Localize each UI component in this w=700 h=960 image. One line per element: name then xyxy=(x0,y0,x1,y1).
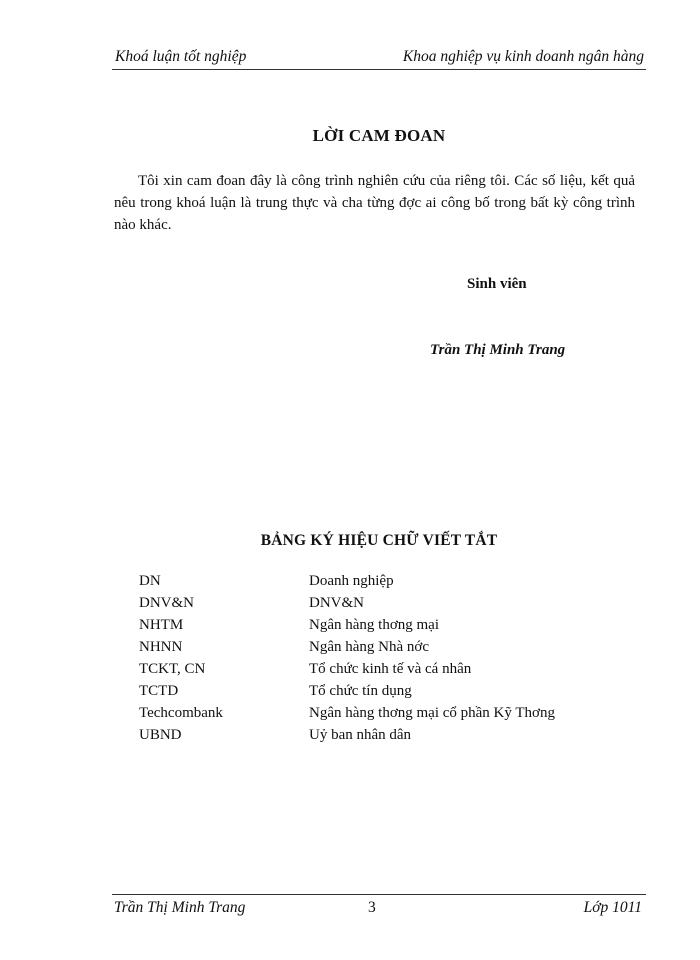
header-faculty-label: Khoa nghiệp vụ kinh doanh ngân hàng xyxy=(402,48,644,65)
abbreviation-meaning: Ngân hàng thơng mại xyxy=(309,617,439,633)
abbreviation-meaning: Tổ chức tín dụng xyxy=(309,683,412,699)
abbreviation-code: NHNN xyxy=(139,639,183,655)
abbreviation-row xyxy=(139,680,639,702)
header-thesis-label: Khoá luận tốt nghiệp xyxy=(115,48,247,65)
abbreviation-row xyxy=(139,636,639,658)
abbreviation-row xyxy=(139,702,639,724)
abbreviations-title: BẢNG KÝ HIỆU CHỮ VIẾT TẮT xyxy=(260,532,498,549)
abbreviation-code: Techcombank xyxy=(139,705,223,721)
abbreviation-row xyxy=(139,570,639,592)
abbreviation-code: DNV&N xyxy=(139,595,194,611)
abbreviation-row xyxy=(139,724,639,746)
footer-author: Trần Thị Minh Trang xyxy=(114,899,246,916)
declaration-body-text: Tôi xin cam đoan đây là công trình nghiên cứu của riêng tôi. Các số liệu, kết quả nêu trong khoá luận là trung thực và cha từng đợc ai công bố trong bất kỳ công trình nào khác. xyxy=(114,173,635,233)
abbreviation-row xyxy=(139,614,639,636)
page-number: 3 xyxy=(368,899,376,916)
abbreviation-code: DN xyxy=(139,573,161,589)
abbreviation-code: TCKT, CN xyxy=(139,661,206,677)
abbreviation-meaning: Doanh nghiệp xyxy=(309,573,394,589)
abbreviation-meaning: Ngân hàng Nhà nớc xyxy=(309,639,429,655)
declaration-title: LỜI CAM ĐOAN xyxy=(312,126,446,145)
signer-role: Sinh viên xyxy=(467,276,527,292)
abbreviation-meaning: Ngân hàng thơng mại cổ phần Kỹ Thơng xyxy=(309,705,555,721)
abbreviation-meaning: DNV&N xyxy=(309,595,364,611)
footer-class: Lớp 1011 xyxy=(583,899,642,916)
abbreviation-row xyxy=(139,658,639,680)
header-divider xyxy=(112,69,646,70)
abbreviation-code: NHTM xyxy=(139,617,184,633)
page-footer xyxy=(112,896,646,920)
abbreviation-row xyxy=(139,592,639,614)
abbreviation-code: TCTD xyxy=(139,683,179,699)
declaration-paragraph xyxy=(114,170,635,236)
abbreviation-code: UBND xyxy=(139,727,182,743)
page-header xyxy=(112,46,646,68)
abbreviation-meaning: Tổ chức kinh tế và cá nhân xyxy=(309,661,472,677)
footer-divider xyxy=(112,894,646,895)
signer-name: Trần Thị Minh Trang xyxy=(430,342,566,358)
abbreviation-meaning: Uỷ ban nhân dân xyxy=(309,727,412,743)
abbreviations-list xyxy=(139,570,639,746)
